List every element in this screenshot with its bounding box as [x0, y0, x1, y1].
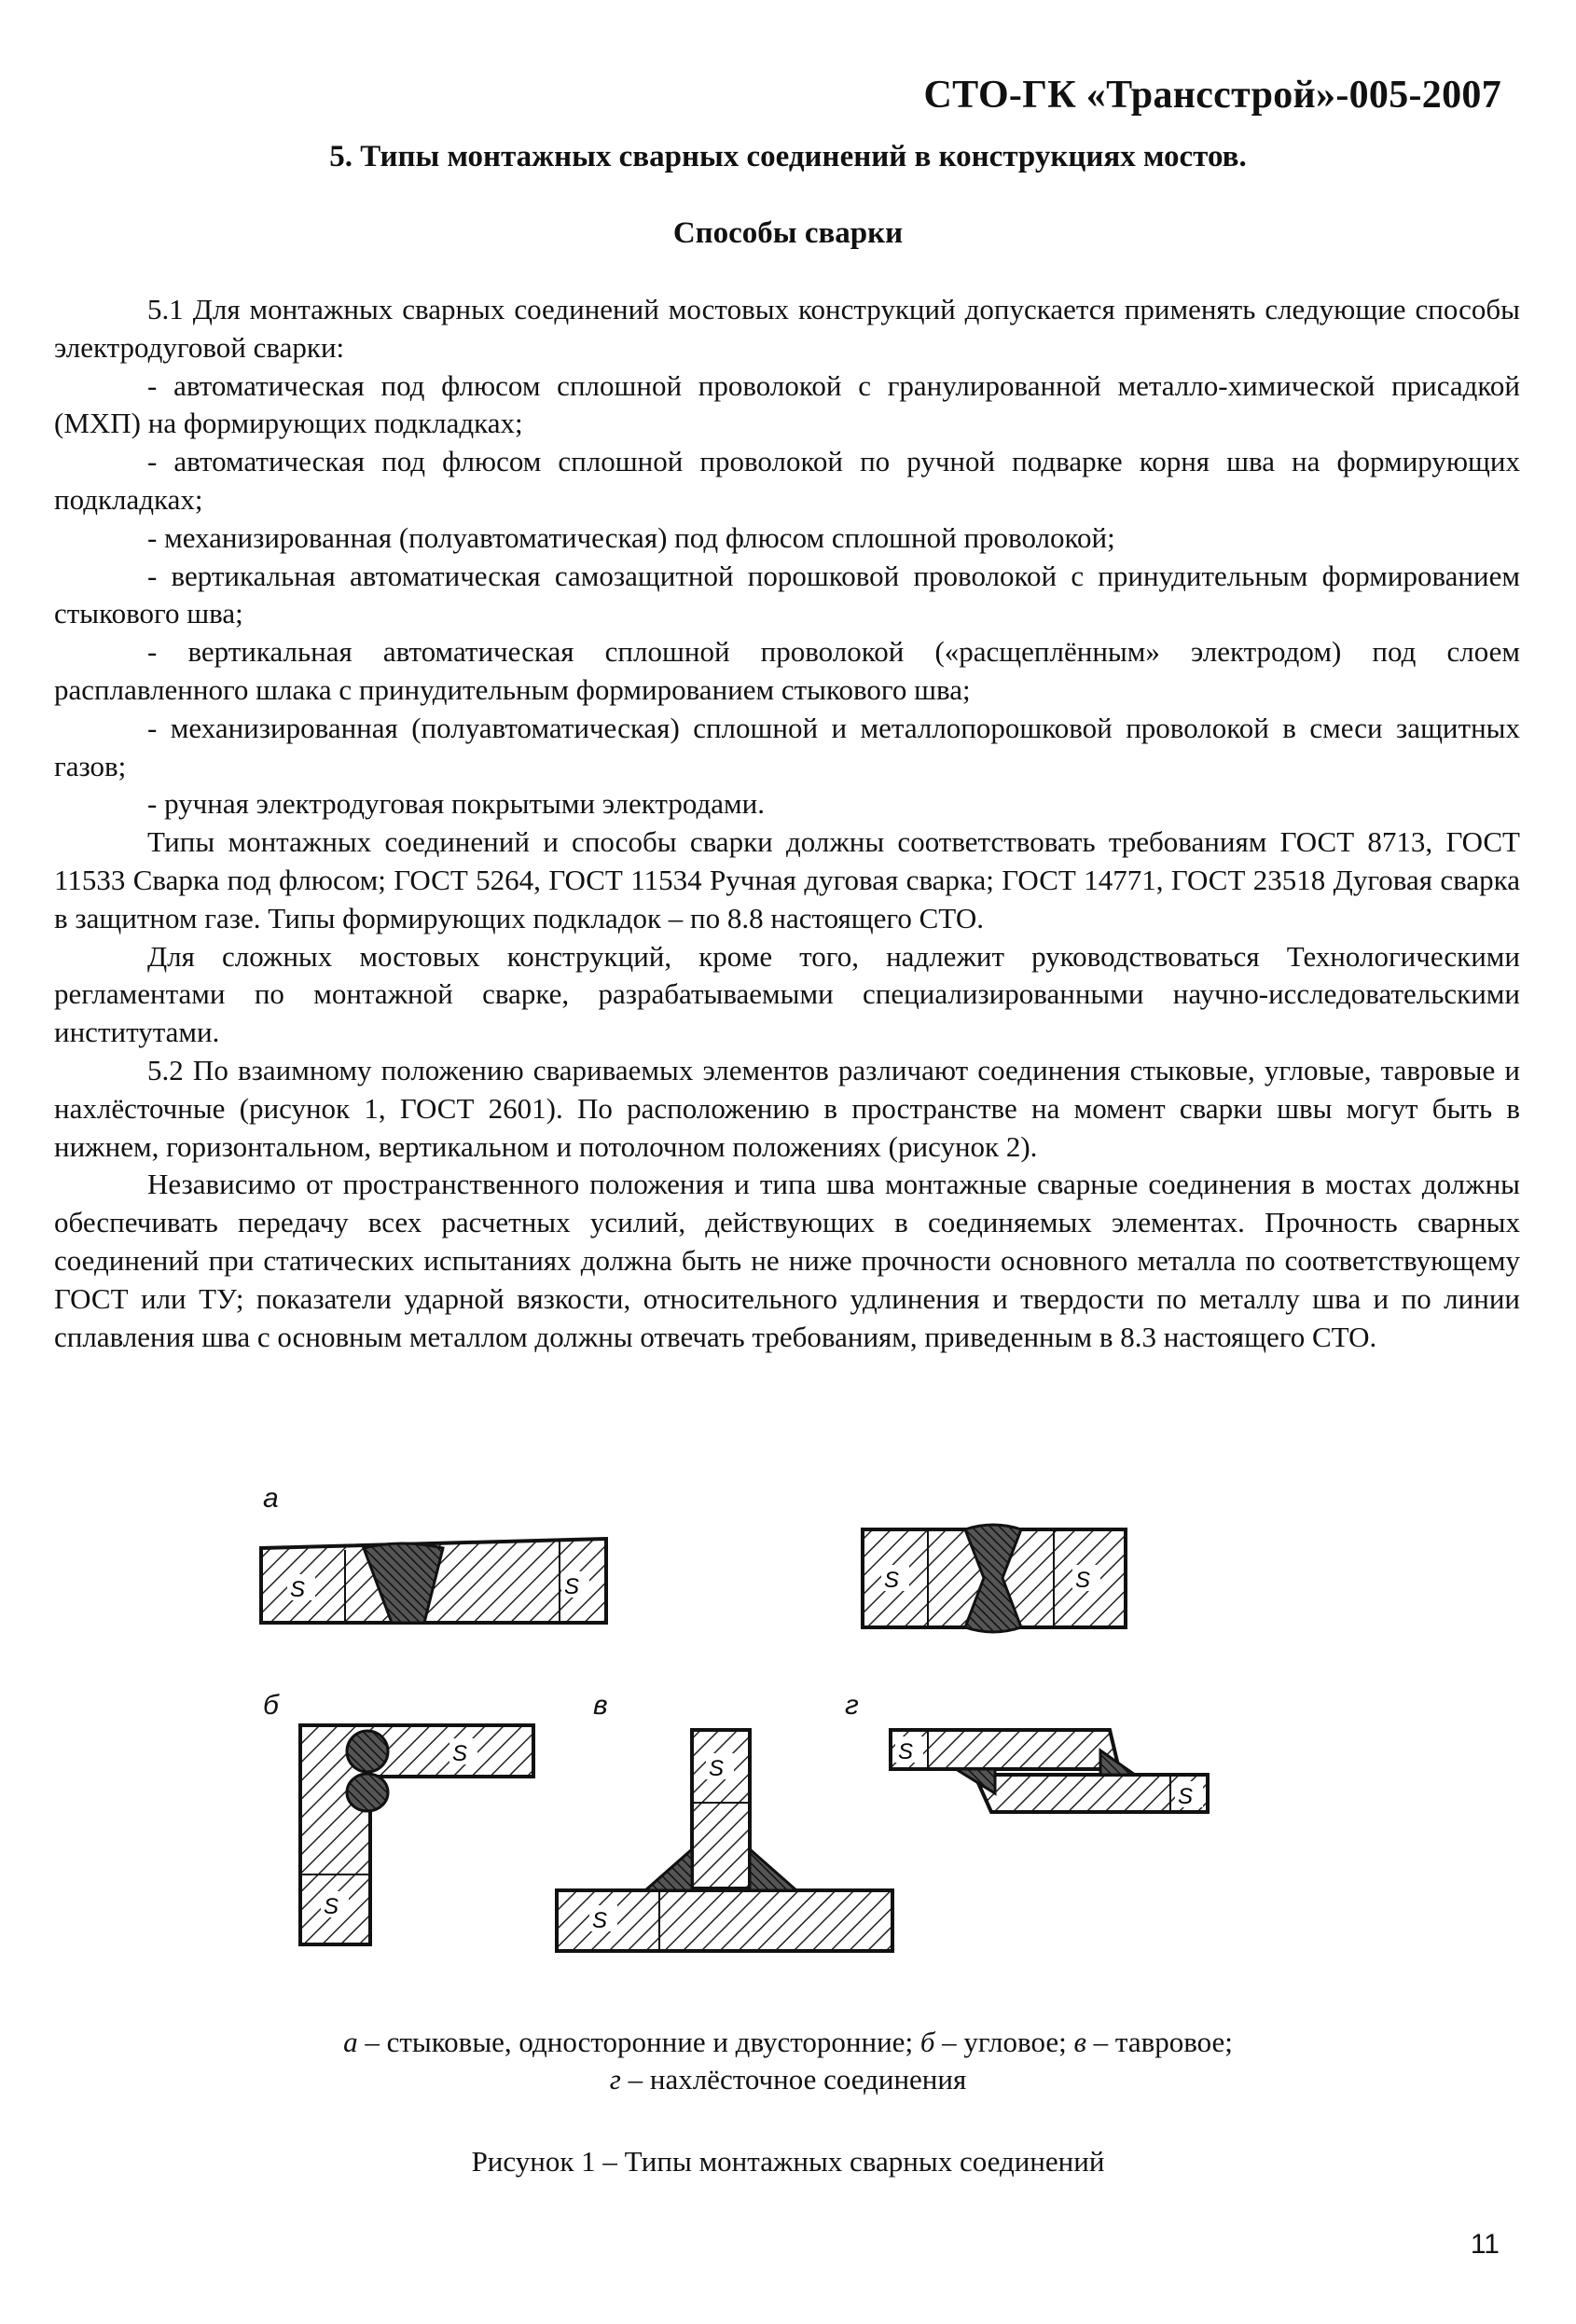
- figure-label-g: г: [845, 1690, 859, 1721]
- list-item-method-2: - автоматическая под флюсом сплошной проволокой по ручной подварке корня шва на формирующих подкладках;: [54, 445, 1520, 516]
- figure-label-b: б: [263, 1690, 279, 1721]
- svg-text:S: S: [592, 1908, 608, 1933]
- list-item-method-1: - автоматическая под флюсом сплошной проволокой с гранулированной металло-химической присадкой (МХП) на формирующих подкладках;: [54, 368, 1520, 440]
- paragraph-complex-structures: Для сложных мостовых конструкций, кроме того, надлежит руководствоваться Технологическими регламентами по монтажной сварке, разрабатываемыми специализированными научно-исследовательскими институтами.: [54, 939, 1520, 1049]
- svg-text:S: S: [898, 1739, 914, 1764]
- svg-text:S: S: [709, 1756, 725, 1781]
- list-item-method-7: - ручная электродуговая покрытыми электродами.: [147, 787, 765, 821]
- list-item-method-4: - вертикальная автоматическая самозащитной порошковой проволокой с принудительным формированием стыкового шва;: [54, 559, 1520, 630]
- figure-label-a: а: [263, 1483, 279, 1514]
- list-item-method-6: - механизированная (полуавтоматическая) сплошной и металлопорошковой проволокой в смеси защитных газов;: [54, 711, 1520, 782]
- section-title: 5. Типы монтажных сварных соединений в конструкциях мостов.: [329, 140, 1247, 173]
- butt-joint-double-sided-diagram: [863, 1520, 1133, 1641]
- paragraph-5-2: 5.2 По взаимному положению свариваемых элементов различают соединения стыковые, угловые, тавровые и нахлёсточные (рисунок 1, ГОСТ 2601). По расположению в пространстве на момент сварки швы могут быть в нижнем, горизонтальном, вертикальном и потолочном положениях (рисунок 2).: [54, 1053, 1520, 1163]
- figure-label-v: в: [593, 1690, 608, 1721]
- tee-joint-diagram: [552, 1730, 897, 1972]
- svg-text:S: S: [564, 1574, 580, 1599]
- svg-text:S: S: [324, 1894, 339, 1919]
- svg-text:S: S: [290, 1577, 306, 1602]
- list-item-method-5: - вертикальная автоматическая сплошной проволокой («расщеплённым» электродом) под слоем расплавленного шлака с принудительным формированием стыкового шва;: [54, 635, 1520, 706]
- section-subtitle: Способы сварки: [672, 216, 904, 250]
- figure-legend-line-1: а – стыковые, односторонние и двусторонние; б – угловое; в – тавровое;: [343, 2026, 1233, 2058]
- paragraph-5-1: 5.1 Для монтажных сварных соединений мостовых конструкций допускается применять следующие способы электродуговой сварки:: [54, 293, 1520, 364]
- figure-legend-line-2: г – нахлёсточное соединения: [609, 2063, 967, 2096]
- body-text: [54, 291, 1520, 1356]
- figure-caption: Рисунок 1 – Типы монтажных сварных соединений: [471, 2145, 1105, 2178]
- svg-text:S: S: [884, 1568, 900, 1593]
- paragraph-strength: Независимо от пространственного положения и типа шва монтажные сварные соединения в мостах должны обеспечивать передачу всех расчетных усилий, действующих в соединяемых элементах. Прочность сварных соединений при статических испытаниях должна быть не ниже прочности основного металла по соответствующему ГОСТ или ТУ; показатели ударной вязкости, относительного удлинения и твердости по металлу шва и по линии сплавления шва с основным металлом должны отвечать требованиям, приведенным в 8.3 настоящего СТО.: [54, 1168, 1520, 1353]
- svg-text:S: S: [1075, 1568, 1091, 1593]
- svg-text:S: S: [452, 1741, 468, 1766]
- list-item-method-3: - механизированная (полуавтоматическая) под флюсом сплошной проволокой;: [147, 520, 1115, 554]
- document-code-header: СТО-ГК «Трансстрой»-005-2007: [923, 74, 1501, 117]
- lap-joint-diagram: [891, 1730, 1217, 1851]
- butt-joint-single-sided-diagram: [261, 1520, 634, 1641]
- paragraph-gost-requirements: Типы монтажных соединений и способы сварки должны соответствовать требованиям ГОСТ 8713, ГОСТ 11533 Сварка под флюсом; ГОСТ 5264, ГОСТ 11534 Ручная дуговая сварка; ГОСТ 14771, ГОСТ 23518 Дуговая сварка в защитном газе. Типы формирующих подкладок – по 8.8 настоящего СТО.: [54, 825, 1520, 934]
- page-number: 11: [1470, 2229, 1500, 2260]
- figure-legend: [0, 2024, 1576, 2098]
- corner-joint-diagram: [300, 1725, 547, 1949]
- svg-text:S: S: [1178, 1784, 1194, 1809]
